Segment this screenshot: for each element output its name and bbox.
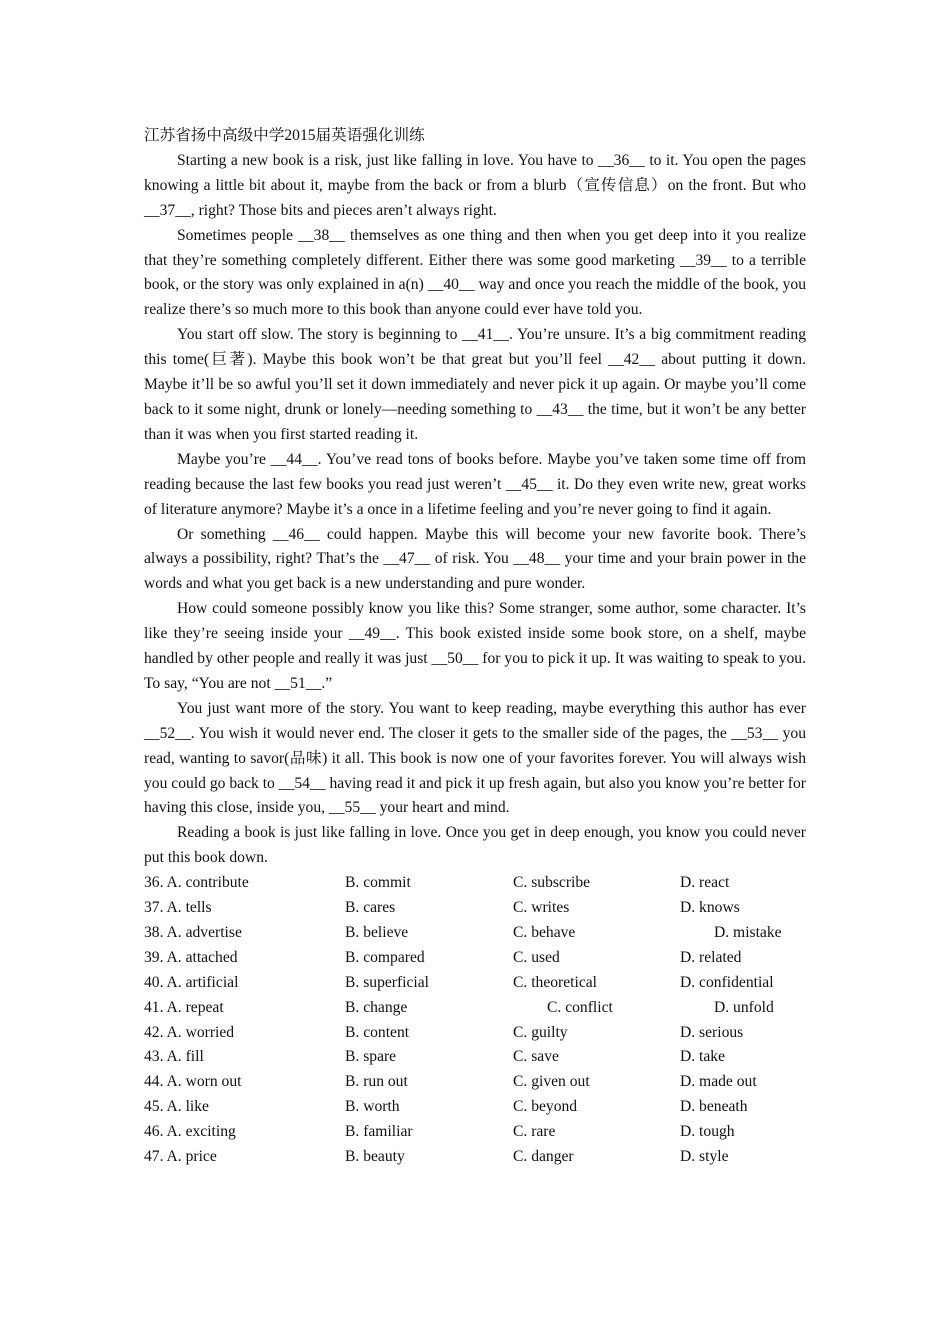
option-c: C. danger — [513, 1147, 574, 1165]
option-a: 40. A. artificial — [144, 973, 239, 991]
option-a: 36. A. contribute — [144, 874, 249, 892]
paragraph: How could someone possibly know you like this? Some stranger, some author, some character. It’s like they’re seeing inside your __49__. This book existed inside some book store, on a shelf, maybe handled by other people and really it was just __50__ for you to pick it up. It was waiting to speak to you. To say, “You are not __51__.” — [144, 600, 806, 692]
option-row — [144, 1145, 806, 1170]
option-c: C. given out — [513, 1073, 590, 1091]
option-d: D. related — [680, 948, 742, 966]
paragraph: Starting a new book is a risk, just like falling in love. You have to __36__ to it. You open the pages knowing a little bit about it, maybe from the back or from a blurb（宣传信息）on the front. But who __37__, right? Those bits and pieces aren’t always right. — [144, 151, 806, 219]
option-b: B. compared — [345, 948, 425, 966]
document-body — [144, 124, 806, 1170]
option-row — [144, 946, 806, 971]
option-c: C. used — [513, 948, 560, 966]
option-a: 38. A. advertise — [144, 923, 242, 941]
option-c: C. conflict — [547, 998, 613, 1016]
option-a: 43. A. fill — [144, 1048, 204, 1066]
option-c: C. subscribe — [513, 874, 591, 892]
option-d: D. style — [680, 1147, 729, 1165]
option-a: 44. A. worn out — [144, 1073, 242, 1091]
option-row — [144, 1070, 806, 1095]
option-a: 47. A. price — [144, 1147, 217, 1165]
option-c: C. behave — [513, 923, 576, 941]
paragraph: You start off slow. The story is beginning to __41__. You’re unsure. It’s a big commitment reading this tome(巨著). Maybe this book won’t be that great but you’ll feel __42__ about putting it down. Maybe it’ll be so awful you’ll set it down immediately and never pick it up again. Or maybe you’ll come back to it some night, drunk or lonely—needing something to __43__ the time, but it won’t be any better than it was when you first started reading it. — [144, 326, 806, 443]
option-c: C. writes — [513, 899, 570, 917]
option-row — [144, 1120, 806, 1145]
option-b: B. run out — [345, 1073, 408, 1091]
option-b: B. cares — [345, 899, 396, 917]
option-d: D. react — [680, 874, 730, 892]
option-c: C. theoretical — [513, 973, 597, 991]
option-row — [144, 996, 806, 1021]
option-b: B. commit — [345, 874, 411, 892]
option-a: 46. A. exciting — [144, 1123, 236, 1141]
option-d: D. mistake — [714, 923, 782, 941]
option-d: D. take — [680, 1048, 726, 1066]
paragraph: Maybe you’re __44__. You’ve read tons of books before. Maybe you’ve taken some time off from reading because the last few books you read just weren’t __45__ it. Do they even write new, great works of literature anymore? Maybe it’s a once in a lifetime feeling and you’re never going to find it again. — [144, 450, 806, 518]
option-b: B. spare — [345, 1048, 397, 1066]
option-row — [144, 921, 806, 946]
option-a: 42. A. worried — [144, 1023, 235, 1041]
paragraph: Reading a book is just like falling in love. Once you get in deep enough, you know you could never put this book down. — [144, 824, 806, 867]
options-list — [144, 871, 806, 1170]
option-a: 37. A. tells — [144, 899, 212, 917]
option-b: B. worth — [345, 1098, 400, 1116]
option-row — [144, 896, 806, 921]
option-row — [144, 1045, 806, 1070]
option-row — [144, 871, 806, 896]
option-row — [144, 1095, 806, 1120]
option-d: D. serious — [680, 1023, 744, 1041]
option-b: B. beauty — [345, 1147, 405, 1165]
option-b: B. change — [345, 998, 408, 1016]
option-a: 45. A. like — [144, 1098, 209, 1116]
paragraph: Or something __46__ could happen. Maybe this will become your new favorite book. There’s always a possibility, right? That’s the __47__ of risk. You __48__ your time and your brain power in the words and what you get back is a new understanding and pure wonder. — [144, 525, 806, 593]
option-a: 41. A. repeat — [144, 998, 224, 1016]
option-c: C. guilty — [513, 1023, 568, 1041]
option-c: C. rare — [513, 1123, 556, 1141]
option-d: D. unfold — [714, 998, 774, 1016]
document-title: 江苏省扬中高级中学2015届英语强化训练 — [144, 127, 425, 144]
paragraph: You just want more of the story. You want to keep reading, maybe everything this author has ever __52__. You wish it would never end. The closer it gets to the smaller side of the pages, the __53__ you read, wanting to savor(品味) it all. This book is now one of your favorites forever. You will always wish you could go back to __54__ having read it and pick it up fresh again, but also you know you’re better for having this close, inside you, __55__ your heart and mind. — [144, 699, 806, 817]
option-a: 39. A. attached — [144, 948, 238, 966]
option-b: B. familiar — [345, 1123, 413, 1141]
paragraph: Sometimes people __38__ themselves as one thing and then when you get deep into it you realize that they’re something completely different. Either there was some good marketing __39__ to a terrible book, or the story was only explained in a(n) __40__ way and once you reach the middle of the book, you realize there’s so much more to this book than anyone could ever have told you. — [144, 226, 806, 319]
option-b: B. believe — [345, 923, 409, 941]
option-d: D. confidential — [680, 973, 774, 991]
option-b: B. superficial — [345, 973, 430, 991]
option-c: C. save — [513, 1048, 559, 1066]
option-row — [144, 971, 806, 996]
option-d: D. made out — [680, 1073, 757, 1091]
option-d: D. beneath — [680, 1098, 748, 1116]
option-b: B. content — [345, 1023, 410, 1041]
option-row — [144, 1021, 806, 1046]
option-d: D. knows — [680, 899, 740, 917]
option-d: D. tough — [680, 1123, 735, 1141]
option-c: C. beyond — [513, 1098, 578, 1116]
